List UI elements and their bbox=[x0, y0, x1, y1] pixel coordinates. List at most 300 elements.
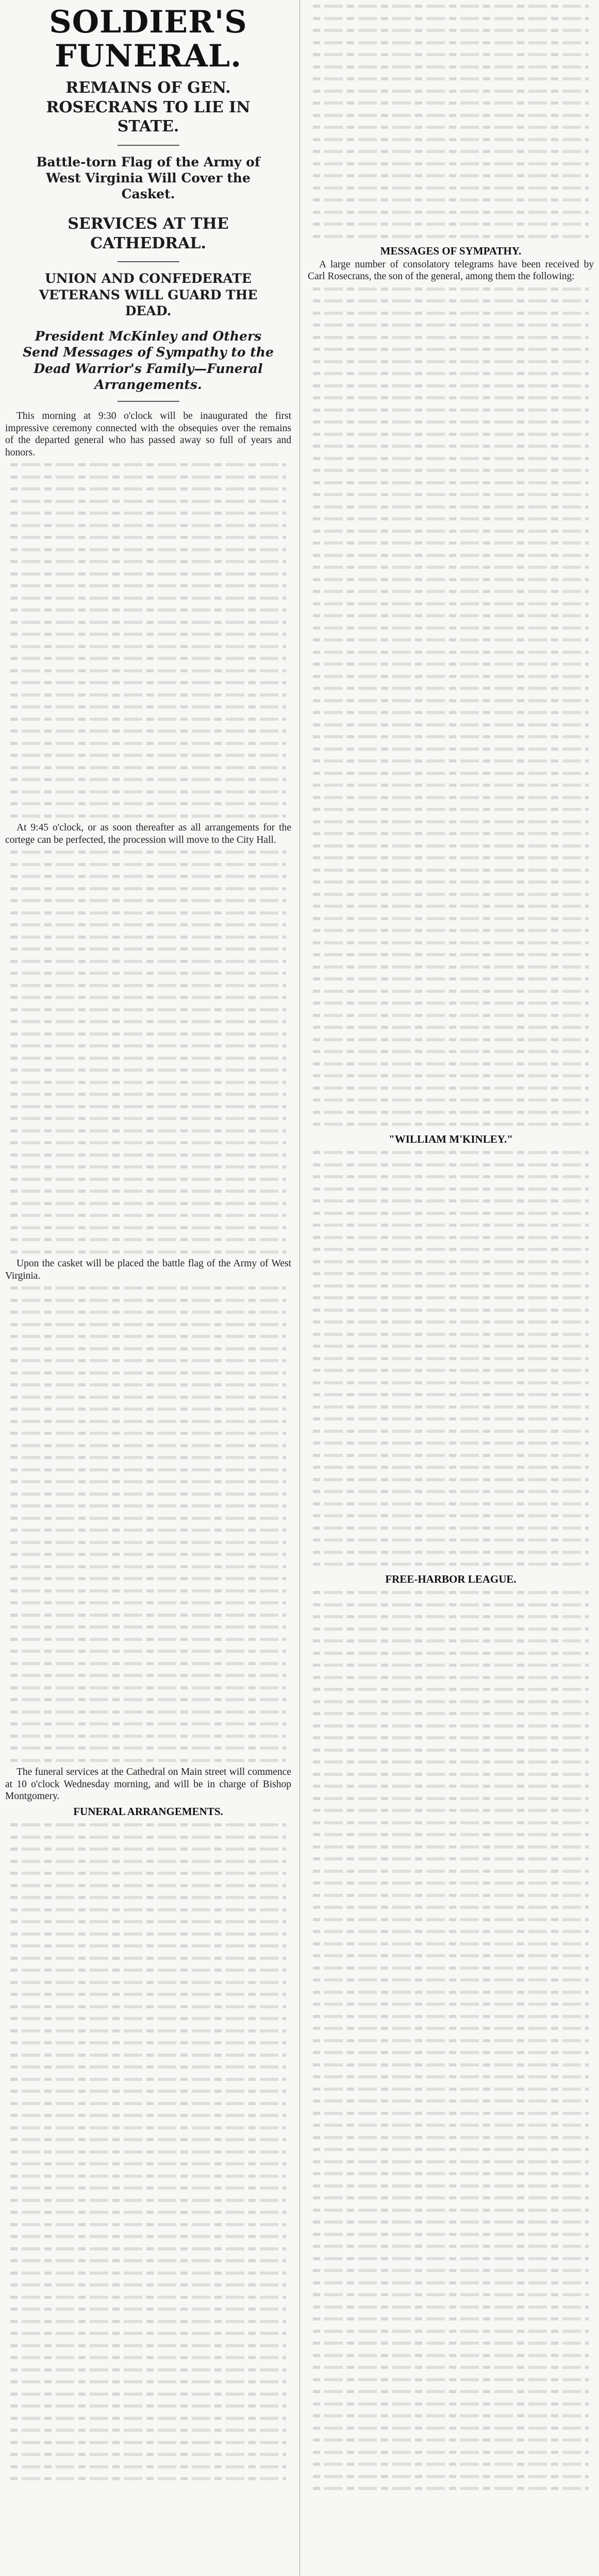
text-line bbox=[10, 2279, 286, 2291]
text-line bbox=[313, 525, 589, 537]
text-line bbox=[313, 1841, 589, 1853]
divider bbox=[118, 261, 179, 262]
text-line bbox=[313, 1853, 589, 1865]
text-line bbox=[10, 1451, 286, 1464]
text-line bbox=[313, 2337, 589, 2349]
text-line bbox=[313, 1683, 589, 1696]
text-line bbox=[10, 459, 286, 471]
text-line bbox=[10, 2049, 286, 2061]
text-line bbox=[313, 1340, 589, 1352]
text-line bbox=[313, 622, 589, 634]
text-line bbox=[313, 1328, 589, 1341]
text-line bbox=[10, 2025, 286, 2037]
text-line bbox=[10, 870, 286, 883]
text-line bbox=[313, 585, 589, 598]
text-line bbox=[10, 1831, 286, 1843]
headline: SOLDIER'S FUNERAL. bbox=[49, 4, 247, 74]
text-line bbox=[10, 1222, 286, 1234]
text-line bbox=[10, 1391, 286, 1403]
text-line bbox=[313, 501, 589, 513]
text-line bbox=[10, 640, 286, 653]
text-line bbox=[313, 694, 589, 707]
text-line bbox=[10, 2291, 286, 2303]
divider bbox=[118, 145, 179, 146]
text-line bbox=[10, 2230, 286, 2243]
text-line bbox=[313, 1171, 589, 1183]
text-line bbox=[10, 2012, 286, 2025]
text-line bbox=[10, 1669, 286, 1682]
text-line bbox=[313, 803, 589, 816]
text-line bbox=[10, 2255, 286, 2267]
text-line bbox=[10, 2412, 286, 2425]
text-line bbox=[313, 1082, 589, 1094]
text-line bbox=[313, 416, 589, 428]
text-line bbox=[10, 2340, 286, 2352]
text-line bbox=[313, 1473, 589, 1486]
text-line bbox=[313, 2204, 589, 2216]
text-line bbox=[313, 1485, 589, 1498]
text-line bbox=[313, 1865, 589, 1877]
text-line bbox=[313, 1889, 589, 1902]
text-line bbox=[313, 295, 589, 307]
text-line bbox=[10, 1294, 286, 1307]
text-line bbox=[10, 1754, 286, 1767]
text-line bbox=[313, 2398, 589, 2410]
text-line bbox=[313, 1070, 589, 1082]
paragraph: Upon the casket will be placed the battle flag of the Army of West Virginia. bbox=[5, 1258, 291, 1281]
text-line bbox=[313, 1768, 589, 1781]
text-line bbox=[313, 182, 589, 194]
illegible-lines bbox=[308, 0, 594, 242]
text-line bbox=[10, 1379, 286, 1391]
text-line bbox=[10, 1536, 286, 1549]
text-line bbox=[313, 1901, 589, 1913]
text-line bbox=[313, 1498, 589, 1510]
text-line bbox=[10, 2424, 286, 2436]
paragraph: A large number of consolatory telegrams have been received by Carl Rosecrans, the son of the general, among them the following: bbox=[308, 259, 594, 282]
text-line bbox=[10, 1209, 286, 1222]
text-line bbox=[313, 194, 589, 206]
text-line bbox=[313, 1183, 589, 1195]
text-line bbox=[313, 2143, 589, 2156]
text-line bbox=[10, 713, 286, 725]
text-line bbox=[313, 973, 589, 985]
text-line bbox=[313, 513, 589, 525]
text-line bbox=[10, 1512, 286, 1524]
text-line bbox=[313, 658, 589, 670]
text-line bbox=[313, 912, 589, 925]
text-line bbox=[313, 355, 589, 368]
text-line bbox=[10, 665, 286, 677]
text-line bbox=[313, 876, 589, 888]
text-line bbox=[10, 943, 286, 955]
text-line bbox=[313, 158, 589, 170]
text-line bbox=[313, 1998, 589, 2010]
text-line bbox=[313, 2301, 589, 2313]
text-line bbox=[10, 2436, 286, 2449]
text-line bbox=[10, 1306, 286, 1318]
text-line bbox=[313, 73, 589, 85]
text-line bbox=[10, 1427, 286, 1439]
text-line bbox=[10, 1088, 286, 1100]
text-line bbox=[10, 628, 286, 640]
text-line bbox=[10, 1819, 286, 1831]
text-line bbox=[313, 218, 589, 230]
text-line bbox=[313, 2156, 589, 2168]
text-line bbox=[313, 1425, 589, 1437]
text-line bbox=[313, 206, 589, 218]
text-line bbox=[313, 1877, 589, 1889]
text-line bbox=[10, 2073, 286, 2086]
text-line bbox=[313, 2325, 589, 2337]
text-line bbox=[313, 900, 589, 912]
text-line bbox=[10, 955, 286, 968]
text-line bbox=[10, 2037, 286, 2049]
text-line bbox=[10, 1916, 286, 1928]
text-line bbox=[313, 331, 589, 344]
text-line bbox=[313, 1377, 589, 1389]
text-line bbox=[10, 2182, 286, 2194]
paragraph: The funeral services at the Cathedral on Main street will commence at 10 o'clock Wednesday morning, and will be in charge of Bishop Montgomery. bbox=[5, 1767, 291, 1802]
text-line bbox=[313, 307, 589, 319]
text-line bbox=[10, 1561, 286, 1573]
text-line bbox=[313, 392, 589, 404]
text-line bbox=[10, 1928, 286, 1940]
text-line bbox=[10, 1940, 286, 1952]
text-line bbox=[313, 670, 589, 683]
text-line bbox=[313, 767, 589, 779]
subhead: "WILLIAM M'KINLEY." bbox=[389, 1132, 513, 1145]
text-line bbox=[313, 2022, 589, 2035]
text-line bbox=[313, 97, 589, 109]
text-line bbox=[313, 1449, 589, 1462]
deck-1: REMAINS OF GEN. ROSECRANS TO LIE IN STATE. bbox=[46, 79, 251, 135]
text-line bbox=[313, 537, 589, 549]
text-line bbox=[10, 1330, 286, 1343]
text-line bbox=[10, 1633, 286, 1646]
text-line bbox=[313, 1938, 589, 1950]
text-line bbox=[313, 2095, 589, 2107]
text-line bbox=[313, 1974, 589, 1986]
text-line bbox=[10, 1976, 286, 1989]
text-line bbox=[313, 2422, 589, 2434]
text-line bbox=[313, 791, 589, 804]
text-line bbox=[10, 1609, 286, 1621]
text-line bbox=[10, 1572, 286, 1585]
text-line bbox=[10, 846, 286, 858]
text-line bbox=[10, 592, 286, 604]
text-line bbox=[10, 1476, 286, 1488]
deck-5: President McKinley and Others Send Messages of Sympathy to the Dead Warrior's Family—Funeral Arrangements. bbox=[23, 329, 274, 392]
text-line bbox=[313, 380, 589, 392]
text-line bbox=[313, 1256, 589, 1268]
text-line bbox=[313, 2107, 589, 2120]
text-line bbox=[313, 2119, 589, 2131]
text-line bbox=[10, 1585, 286, 1597]
text-line bbox=[10, 1952, 286, 1964]
text-line bbox=[313, 404, 589, 416]
text-line bbox=[10, 2194, 286, 2207]
text-line bbox=[313, 1962, 589, 1974]
text-line bbox=[313, 2071, 589, 2083]
text-line bbox=[10, 1657, 286, 1670]
text-line bbox=[313, 2470, 589, 2483]
text-line bbox=[10, 2376, 286, 2388]
text-line bbox=[313, 283, 589, 295]
text-line bbox=[313, 1792, 589, 1805]
text-line bbox=[313, 1510, 589, 1522]
text-line bbox=[313, 1720, 589, 1732]
text-line bbox=[313, 1413, 589, 1425]
text-line bbox=[313, 133, 589, 146]
text-line bbox=[313, 440, 589, 452]
text-line bbox=[10, 701, 286, 713]
text-line bbox=[10, 652, 286, 665]
text-line bbox=[10, 1693, 286, 1706]
text-line bbox=[10, 507, 286, 519]
text-line bbox=[313, 24, 589, 37]
text-line bbox=[10, 1548, 286, 1561]
text-line bbox=[10, 1524, 286, 1536]
text-line bbox=[10, 568, 286, 580]
text-line bbox=[10, 907, 286, 919]
text-line bbox=[313, 145, 589, 158]
text-line bbox=[313, 598, 589, 610]
text-line bbox=[10, 2122, 286, 2134]
text-line bbox=[313, 985, 589, 997]
text-line bbox=[10, 2109, 286, 2122]
text-line bbox=[313, 561, 589, 573]
text-line bbox=[313, 2131, 589, 2144]
text-line bbox=[10, 604, 286, 616]
text-line bbox=[313, 109, 589, 122]
text-line bbox=[10, 2472, 286, 2485]
text-line bbox=[313, 1744, 589, 1756]
text-line bbox=[313, 1461, 589, 1473]
text-line bbox=[10, 2461, 286, 2473]
text-line bbox=[10, 544, 286, 556]
text-line bbox=[313, 961, 589, 973]
text-line bbox=[10, 1197, 286, 1210]
text-line bbox=[313, 924, 589, 937]
text-line bbox=[313, 937, 589, 949]
text-line bbox=[313, 1534, 589, 1546]
text-line bbox=[10, 2001, 286, 2013]
text-line bbox=[313, 121, 589, 133]
text-line bbox=[313, 1437, 589, 1449]
text-line bbox=[313, 1659, 589, 1671]
text-line bbox=[313, 1401, 589, 1413]
text-line bbox=[10, 1488, 286, 1500]
text-line bbox=[313, 2035, 589, 2047]
text-line bbox=[313, 2216, 589, 2228]
subhead: FREE-HARBOR LEAGUE. bbox=[385, 1572, 517, 1585]
text-line bbox=[10, 931, 286, 943]
text-line bbox=[313, 682, 589, 694]
text-line bbox=[10, 2327, 286, 2340]
illegible-lines bbox=[5, 1819, 291, 2485]
text-line bbox=[313, 85, 589, 97]
text-line bbox=[10, 1246, 286, 1258]
text-line bbox=[313, 1207, 589, 1219]
text-line bbox=[10, 1052, 286, 1064]
text-line bbox=[10, 555, 286, 568]
text-line bbox=[313, 1780, 589, 1792]
text-line bbox=[313, 61, 589, 73]
text-line bbox=[313, 646, 589, 658]
text-line bbox=[313, 2277, 589, 2289]
text-line bbox=[10, 1125, 286, 1137]
text-line bbox=[313, 367, 589, 380]
text-line bbox=[313, 170, 589, 182]
text-line bbox=[10, 519, 286, 532]
text-line bbox=[313, 1950, 589, 1962]
text-line bbox=[313, 1243, 589, 1256]
text-line bbox=[10, 1621, 286, 1633]
text-line bbox=[313, 319, 589, 331]
text-line bbox=[10, 967, 286, 979]
text-line bbox=[10, 1076, 286, 1089]
text-line bbox=[313, 2083, 589, 2095]
text-line bbox=[10, 1028, 286, 1040]
text-line bbox=[10, 894, 286, 907]
illegible-lines bbox=[308, 1146, 594, 1570]
text-line bbox=[313, 1195, 589, 1207]
text-line bbox=[313, 2240, 589, 2252]
text-line bbox=[313, 1804, 589, 1817]
text-line bbox=[313, 2046, 589, 2059]
text-line bbox=[313, 779, 589, 791]
text-line bbox=[313, 827, 589, 840]
text-line bbox=[313, 948, 589, 961]
text-line bbox=[313, 1925, 589, 1938]
text-line bbox=[313, 864, 589, 876]
illegible-lines bbox=[308, 283, 594, 1130]
text-line bbox=[313, 1021, 589, 1033]
subhead: MESSAGES OF SYMPATHY. bbox=[380, 245, 522, 257]
text-line bbox=[10, 1904, 286, 1916]
text-line bbox=[10, 689, 286, 701]
text-line bbox=[10, 1040, 286, 1052]
text-line bbox=[10, 761, 286, 774]
text-line bbox=[313, 2167, 589, 2180]
paragraph: This morning at 9:30 o'clock will be inaugurated the first impressive ceremony connected with the obsequies over the remains of the departed general who has passed away so full of years and honors. bbox=[5, 411, 291, 458]
text-line bbox=[313, 1611, 589, 1623]
text-line bbox=[10, 1879, 286, 1892]
text-line bbox=[10, 1282, 286, 1294]
text-line bbox=[313, 1707, 589, 1720]
text-line bbox=[10, 2315, 286, 2328]
text-line bbox=[10, 1064, 286, 1076]
text-line bbox=[313, 1388, 589, 1401]
text-line bbox=[313, 2385, 589, 2398]
text-line bbox=[10, 1004, 286, 1016]
text-line bbox=[313, 1106, 589, 1118]
text-line bbox=[10, 2170, 286, 2182]
text-line bbox=[10, 979, 286, 992]
text-line bbox=[10, 2448, 286, 2461]
text-line bbox=[10, 749, 286, 761]
text-line bbox=[313, 719, 589, 731]
text-line bbox=[10, 2400, 286, 2412]
text-line bbox=[10, 2061, 286, 2073]
text-line bbox=[313, 706, 589, 719]
article-body-left bbox=[0, 410, 296, 2485]
text-line bbox=[313, 1304, 589, 1316]
text-line bbox=[10, 2085, 286, 2097]
text-line bbox=[10, 531, 286, 544]
text-line bbox=[313, 1546, 589, 1558]
text-line bbox=[10, 1318, 286, 1331]
text-line bbox=[313, 888, 589, 901]
illegible-lines bbox=[5, 459, 291, 822]
text-line bbox=[313, 755, 589, 767]
text-line bbox=[10, 2267, 286, 2279]
text-line bbox=[10, 1706, 286, 1718]
text-line bbox=[10, 858, 286, 871]
text-line bbox=[10, 2097, 286, 2110]
text-line bbox=[10, 773, 286, 786]
text-line bbox=[313, 1586, 589, 1599]
text-line bbox=[10, 580, 286, 592]
illegible-lines bbox=[308, 1586, 594, 2495]
text-line bbox=[313, 2252, 589, 2265]
text-line bbox=[313, 230, 589, 243]
text-line bbox=[313, 12, 589, 25]
text-line bbox=[313, 1647, 589, 1659]
text-line bbox=[313, 1159, 589, 1171]
text-line bbox=[10, 471, 286, 483]
text-line bbox=[10, 1867, 286, 1879]
text-line bbox=[313, 1219, 589, 1231]
text-line bbox=[313, 1009, 589, 1022]
text-line bbox=[10, 1682, 286, 1694]
text-line bbox=[313, 1635, 589, 1647]
text-line bbox=[313, 1828, 589, 1841]
text-line bbox=[10, 1367, 286, 1379]
text-line bbox=[10, 1742, 286, 1754]
text-line bbox=[313, 1522, 589, 1534]
text-line bbox=[313, 1732, 589, 1744]
text-line bbox=[313, 2482, 589, 2495]
text-line bbox=[313, 1267, 589, 1280]
text-line bbox=[313, 1696, 589, 1708]
text-line bbox=[313, 731, 589, 743]
text-line bbox=[10, 1354, 286, 1367]
text-line bbox=[10, 1415, 286, 1428]
text-line bbox=[10, 737, 286, 750]
text-line bbox=[10, 2351, 286, 2364]
text-line bbox=[10, 1137, 286, 1149]
text-line bbox=[313, 1033, 589, 1046]
text-line bbox=[313, 0, 589, 12]
text-line bbox=[10, 786, 286, 798]
text-line bbox=[10, 1161, 286, 1173]
text-line bbox=[10, 2218, 286, 2231]
deck-2: Battle-torn Flag of the Army of West Virginia Will Cover the Casket. bbox=[36, 154, 260, 201]
deck-4: UNION AND CONFEDERATE VETERANS WILL GUARD THE DEAD. bbox=[39, 271, 258, 318]
text-line bbox=[313, 1045, 589, 1058]
text-line bbox=[10, 1439, 286, 1452]
text-line bbox=[313, 1623, 589, 1635]
text-line bbox=[313, 1364, 589, 1377]
text-line bbox=[313, 2458, 589, 2470]
text-line bbox=[313, 2374, 589, 2386]
text-line bbox=[313, 2446, 589, 2459]
text-line bbox=[313, 1316, 589, 1328]
text-line bbox=[313, 2180, 589, 2192]
text-line bbox=[313, 2264, 589, 2277]
